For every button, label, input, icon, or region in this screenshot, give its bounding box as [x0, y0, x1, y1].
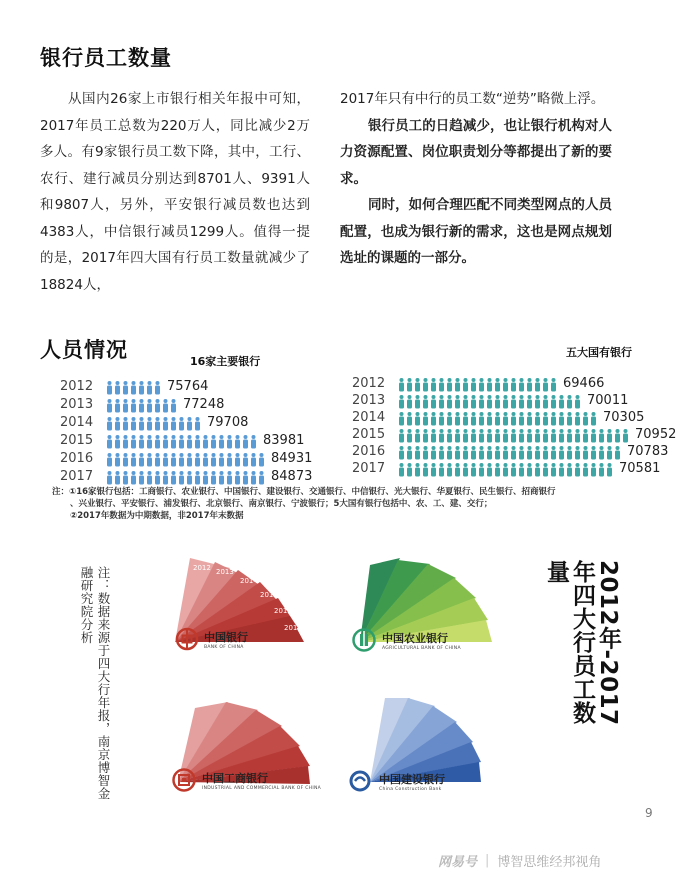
right-continuation: 2017年只有中行的员工数“逆势”略微上浮。	[340, 91, 605, 107]
page-number: 9	[645, 806, 653, 820]
right-text-column	[340, 86, 612, 272]
chart1-row-2013	[60, 396, 224, 413]
bank-of-china-graphic	[170, 550, 320, 670]
chart2-row-2012	[352, 375, 604, 392]
icbc-logo-icon	[172, 768, 196, 792]
footer-watermark	[438, 851, 601, 870]
chart2-value-label: 70952	[635, 427, 676, 442]
chart2-value-label: 69466	[563, 376, 605, 391]
vertical-title: 2012年-2017年四大行员工数量	[543, 560, 621, 726]
chart1-year-label: 2014	[60, 415, 94, 430]
chart2-title: 五大国有银行	[566, 346, 632, 359]
chart1-year-label: 2012	[60, 379, 94, 394]
chart1-value-label: 84931	[271, 451, 313, 466]
chart2-row-2013	[352, 392, 628, 409]
chart2-value-label: 70581	[619, 461, 661, 476]
chart2-year-label: 2013	[352, 393, 386, 408]
chart1-bar-2013	[106, 396, 177, 413]
chart1-value-label: 77248	[183, 397, 225, 412]
right-bold-paragraph-1: 银行员工的日趋减少，也让银行机构对人力资源配置、岗位职责划分等都提出了新的要求。	[340, 117, 612, 187]
fan-year-2015: 2015	[260, 591, 278, 599]
chart2-bar-2013	[398, 392, 581, 409]
ccb-logo-icon	[347, 770, 373, 792]
abc-logo-icon	[352, 628, 376, 652]
chart2-year-label: 2017	[352, 461, 386, 476]
chart1-bar-2016	[106, 450, 265, 467]
chart2-row-2016	[352, 443, 668, 460]
chart2-year-label: 2016	[352, 444, 386, 459]
chart2-bar-2017	[398, 460, 613, 477]
chart1-value-label: 75764	[167, 379, 209, 394]
chart1-year-label: 2013	[60, 397, 94, 412]
chart2-value-label: 70783	[627, 444, 669, 459]
chart2-value-label: 70011	[587, 393, 629, 408]
chart1-year-label: 2016	[60, 451, 94, 466]
abc-en: AGRICULTURAL BANK OF CHINA	[382, 645, 461, 651]
note-line-3: ②2017年数据为中期数据，非2017年末数据	[70, 511, 244, 521]
chart2-year-label: 2015	[352, 427, 386, 442]
chart1-bar-2017	[106, 468, 265, 485]
chart2-bar-2014	[398, 409, 597, 426]
fan-year-2014: 2014	[240, 577, 258, 585]
chart1-title: 16家主要银行	[190, 355, 261, 368]
abc-name: 中国农业银行	[382, 631, 448, 645]
chart1-year-label: 2017	[60, 469, 94, 484]
chart1-value-label: 79708	[207, 415, 249, 430]
section-title-staff-count: 银行员工数量	[40, 46, 172, 70]
footer-account: 博智思维经邦视角	[497, 855, 602, 870]
boc-name: 中国银行	[204, 630, 248, 644]
ccb-graphic	[345, 690, 505, 810]
footer-separator: |	[485, 853, 490, 868]
fan-year-2013: 2013	[216, 568, 234, 576]
boc-en: BANK OF CHINA	[204, 644, 244, 650]
chart-5-state-banks	[352, 375, 676, 480]
chart2-bar-2015	[398, 426, 629, 443]
chart2-row-2015	[352, 426, 676, 443]
agricultural-bank-graphic	[350, 550, 510, 670]
chart2-row-2017	[352, 460, 660, 477]
left-text-column	[40, 86, 310, 298]
left-paragraph: 从国内26家上市银行相关年报中可知，2017年员工总数为220万人，同比减少2万多人。有9家银行员工数下降，其中，工行、农行、建行减员分别达到8701人、9391人和9807人，另外，平安银行减员数也达到4383人，中信银行减员1299人。值得一提的是，2017年四大国有行员工数量就减少了18824人，	[40, 91, 310, 293]
note-line-2: 、兴业银行、平安银行、浦发银行、北京银行、南京银行、宁波银行；5大国有银行包括中、农、工、建、交行；	[70, 499, 493, 509]
chart1-bar-2014	[106, 414, 201, 431]
ccb-en: China Construction Bank	[379, 786, 442, 792]
fan-year-2012: 2012	[193, 564, 211, 572]
boc-logo-icon	[176, 628, 198, 650]
icbc-en: INDUSTRIAL AND COMMERCIAL BANK OF CHINA	[202, 785, 322, 791]
footer-platform: 网易号	[438, 855, 478, 870]
section-title-personnel: 人员情况	[40, 338, 128, 362]
fan-year-2017: 2017	[284, 624, 302, 632]
chart2-bar-2012	[398, 375, 557, 392]
chart2-row-2014	[352, 409, 644, 426]
chart1-row-2012	[60, 378, 208, 395]
chart2-bar-2016	[398, 443, 621, 460]
chart1-bar-2012	[106, 378, 161, 395]
chart1-value-label: 83981	[263, 433, 305, 448]
chart2-year-label: 2014	[352, 410, 386, 425]
chart1-bar-2015	[106, 432, 257, 449]
icbc-graphic	[170, 690, 330, 810]
note-line-1: 注：①16家银行包括：工商银行、农业银行、中国银行、建设银行、交通银行、中信银行、光大银行、华夏银行、民生银行、招商银行	[52, 487, 556, 497]
ccb-name: 中国建设银行	[379, 772, 445, 786]
chart2-value-label: 70305	[603, 410, 645, 425]
chart1-year-label: 2015	[60, 433, 94, 448]
chart2-year-label: 2012	[352, 376, 386, 391]
right-bold-paragraph-2: 同时，如何合理匹配不同类型网点的人员配置，也成为银行新的需求，这也是网点规划选址的课题的一部分。	[340, 197, 612, 266]
chart1-row-2017	[60, 468, 312, 485]
notes-block	[52, 486, 652, 522]
chart1-row-2014	[60, 414, 248, 431]
chart1-row-2016	[60, 450, 312, 467]
icbc-name: 中国工商银行	[202, 771, 268, 785]
chart-16-banks	[60, 378, 320, 483]
source-note: 注：数据来源于四大行年报，南京博智金融研究院分析	[79, 566, 111, 800]
fan-year-2016: 2016	[274, 607, 292, 615]
chart1-value-label: 84873	[271, 469, 313, 484]
chart1-row-2015	[60, 432, 304, 449]
